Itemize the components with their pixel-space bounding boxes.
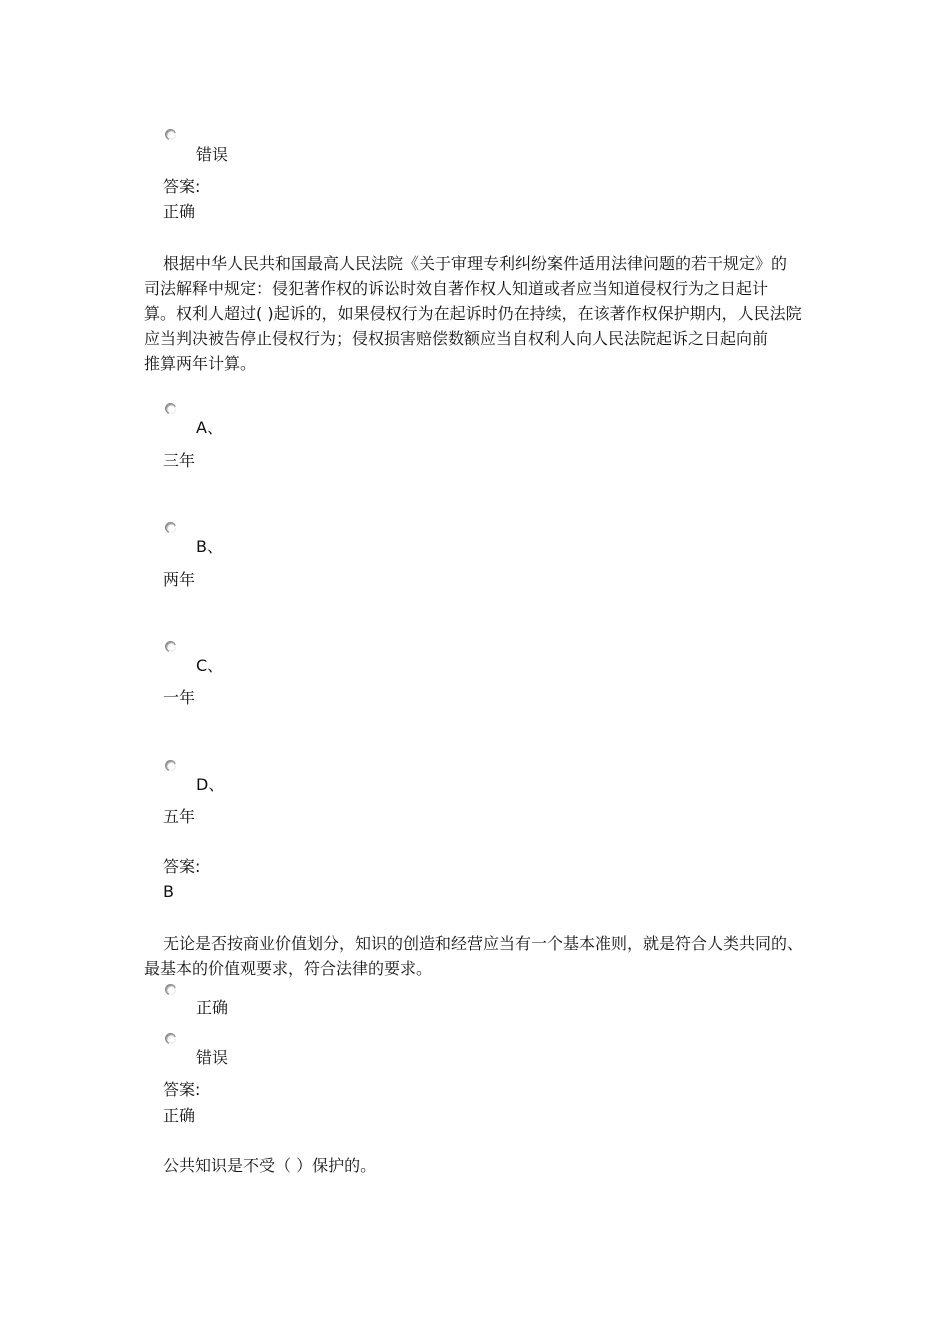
- radio-option-d[interactable]: [165, 760, 176, 771]
- question-1-line-5: 推算两年计算。: [144, 354, 257, 373]
- radio-option-b[interactable]: [165, 522, 176, 533]
- answer-value-q2: 正确: [163, 1106, 196, 1125]
- radio-wrong-prev[interactable]: [165, 129, 176, 140]
- question-1-line-1: 根据中华人民共和国最高人民法院《关于审理专利纠纷案件适用法律问题的若干规定》的: [163, 254, 788, 273]
- option-right-label-q2: 正确: [196, 998, 229, 1017]
- answer-value-prev: 正确: [163, 202, 196, 221]
- option-c-letter: C、: [196, 656, 224, 675]
- option-d-text: 五年: [163, 807, 196, 826]
- question-2-line-2: 最基本的价值观要求，符合法律的要求。: [144, 959, 433, 978]
- answer-value-q1: B: [163, 882, 174, 901]
- option-b-letter: B、: [196, 537, 223, 556]
- question-3-text: 公共知识是不受（ ）保护的。: [163, 1156, 377, 1175]
- option-d-letter: D、: [196, 775, 225, 794]
- question-1-text: [144, 251, 824, 376]
- radio-right-q2[interactable]: [165, 984, 176, 995]
- question-1-line-3: 算。权利人超过( )起诉的，如果侵权行为在起诉时仍在持续，在该著作权保护期内，人民法院: [144, 304, 802, 323]
- answer-label-q1: 答案:: [163, 857, 201, 876]
- option-wrong-label-prev: 错误: [196, 145, 229, 164]
- answer-label-prev: 答案:: [163, 177, 201, 196]
- option-a-text: 三年: [163, 451, 196, 470]
- question-2-line-1: 无论是否按商业价值划分，知识的创造和经营应当有一个基本准则，就是符合人类共同的、: [163, 934, 804, 953]
- question-2-text: [144, 931, 824, 981]
- option-b-text: 两年: [163, 570, 196, 589]
- answer-label-q2: 答案:: [163, 1080, 201, 1099]
- question-1-line-2: 司法解释中规定：侵犯著作权的诉讼时效自著作权人知道或者应当知道侵权行为之日起计: [144, 279, 769, 298]
- question-1-line-4: 应当判决被告停止侵权行为；侵权损害赔偿数额应当自权利人向人民法院起诉之日起向前: [144, 329, 769, 348]
- radio-option-c[interactable]: [165, 641, 176, 652]
- option-wrong-label-q2: 错误: [196, 1048, 229, 1067]
- option-a-letter: A、: [196, 418, 223, 437]
- radio-wrong-q2[interactable]: [165, 1033, 176, 1044]
- option-c-text: 一年: [163, 688, 196, 707]
- radio-option-a[interactable]: [165, 403, 176, 414]
